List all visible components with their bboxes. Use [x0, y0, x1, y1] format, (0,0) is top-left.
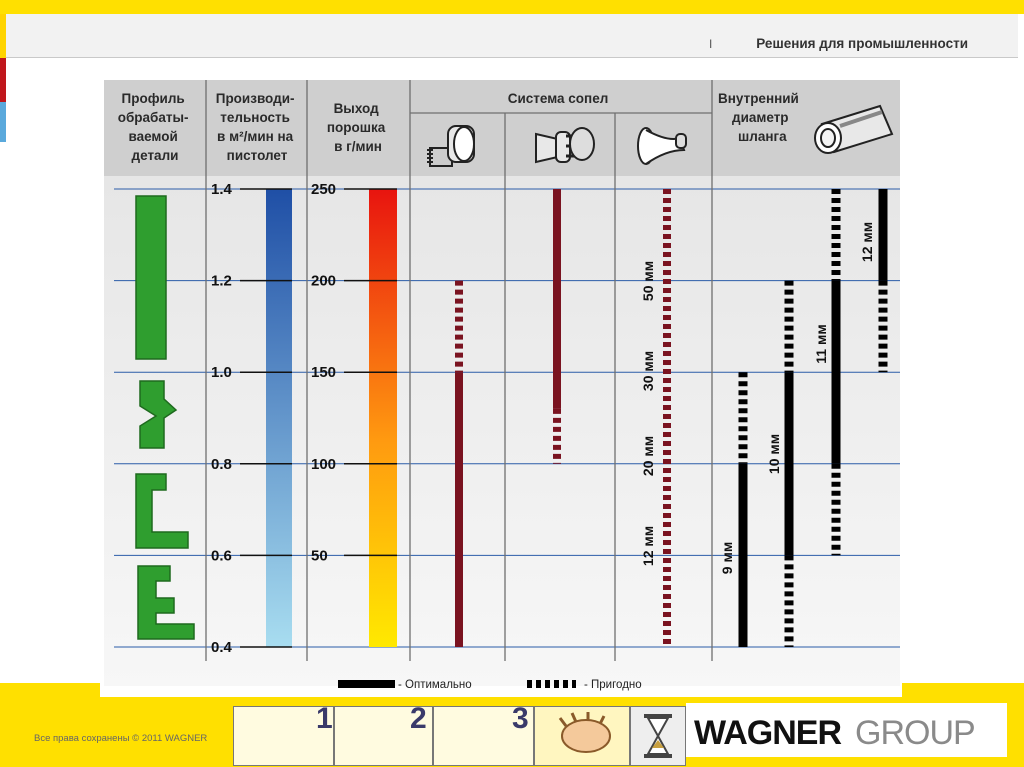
hose-size-label-2: 10 мм — [766, 433, 782, 475]
legend-optimal-label: - Оптимально — [398, 679, 472, 691]
hose-line-3: шланга — [738, 129, 787, 144]
copyright: Все права сохранены © 2011 WAGNER — [34, 733, 208, 744]
accent-blue — [0, 102, 6, 142]
hose-size-label-1: 9 мм — [719, 541, 735, 575]
productivity-line-1: Производи- — [215, 91, 295, 106]
productivity-gradient-bar — [266, 189, 292, 647]
powder-line-3: в г/мин — [334, 139, 382, 154]
col-header-nozzles: Система сопел — [507, 91, 609, 106]
powder-tick-label-4: 50 — [311, 547, 328, 565]
legend-solid-swatch — [338, 680, 395, 688]
powder-tick-label-1: 200 — [311, 272, 337, 290]
brand-group: GROUP — [855, 714, 975, 752]
header-title: Решения для промышленности — [756, 36, 968, 51]
hourglass-icon — [640, 712, 676, 760]
hose-line-1: Внутренний — [718, 91, 799, 106]
thumbnail-number-2: 2 — [410, 702, 427, 735]
thumbnail-number-3: 3 — [512, 702, 529, 735]
productivity-line-4: пистолет — [226, 148, 288, 163]
powder-tick-label-3: 100 — [311, 455, 337, 473]
brand-wagner: WAGNER — [694, 714, 841, 752]
nozzle-size-label-4: 50 мм — [640, 260, 656, 302]
productivity-line-2: тельность — [220, 110, 290, 125]
productivity-tick-label-5: 0.4 — [211, 639, 232, 656]
productivity-tick-label-2: 1.0 — [211, 364, 232, 382]
productivity-tick-label-4: 0.6 — [211, 547, 232, 565]
hose-size-label-3: 11 мм — [813, 324, 829, 364]
nozzle-size-label-2: 20 мм — [640, 435, 656, 477]
productivity-line-3: в м²/мин на — [217, 129, 294, 144]
productivity-tick-label-0: 1.4 — [211, 181, 232, 198]
profile-line-2: обрабаты- — [117, 110, 189, 125]
nozzle-size-label-3: 30 мм — [640, 350, 656, 392]
powder-gradient-bar — [369, 189, 397, 647]
powder-tick-label-2: 150 — [311, 364, 337, 382]
nozzle-size-label-1: 12 мм — [640, 525, 656, 567]
powder-line-1: Выход — [333, 101, 379, 116]
powder-tick-label-0: 250 — [311, 181, 337, 198]
accent-yellow — [0, 14, 6, 58]
thumbnail-number-1: 1 — [316, 702, 333, 735]
legend-suitable-label: - Пригодно — [584, 679, 642, 691]
profile-flat-sheet — [136, 196, 166, 359]
powder-coating-chart — [100, 76, 902, 697]
hand-icon — [556, 712, 614, 758]
header-separator: I — [709, 37, 713, 51]
profile-line-4: детали — [131, 148, 179, 163]
top-accent-strip — [0, 0, 1024, 14]
plot-panel — [104, 176, 900, 686]
hose-line-2: диаметр — [732, 110, 789, 125]
profile-line-3: ваемой — [128, 129, 178, 144]
accent-red — [0, 58, 6, 102]
powder-line-2: порошка — [326, 120, 386, 135]
col-header-powder — [327, 101, 389, 154]
profile-line-1: Профиль — [121, 91, 185, 106]
productivity-tick-label-1: 1.2 — [211, 272, 232, 290]
productivity-tick-label-3: 0.8 — [211, 455, 232, 473]
hose-size-label-4: 12 мм — [859, 221, 875, 263]
